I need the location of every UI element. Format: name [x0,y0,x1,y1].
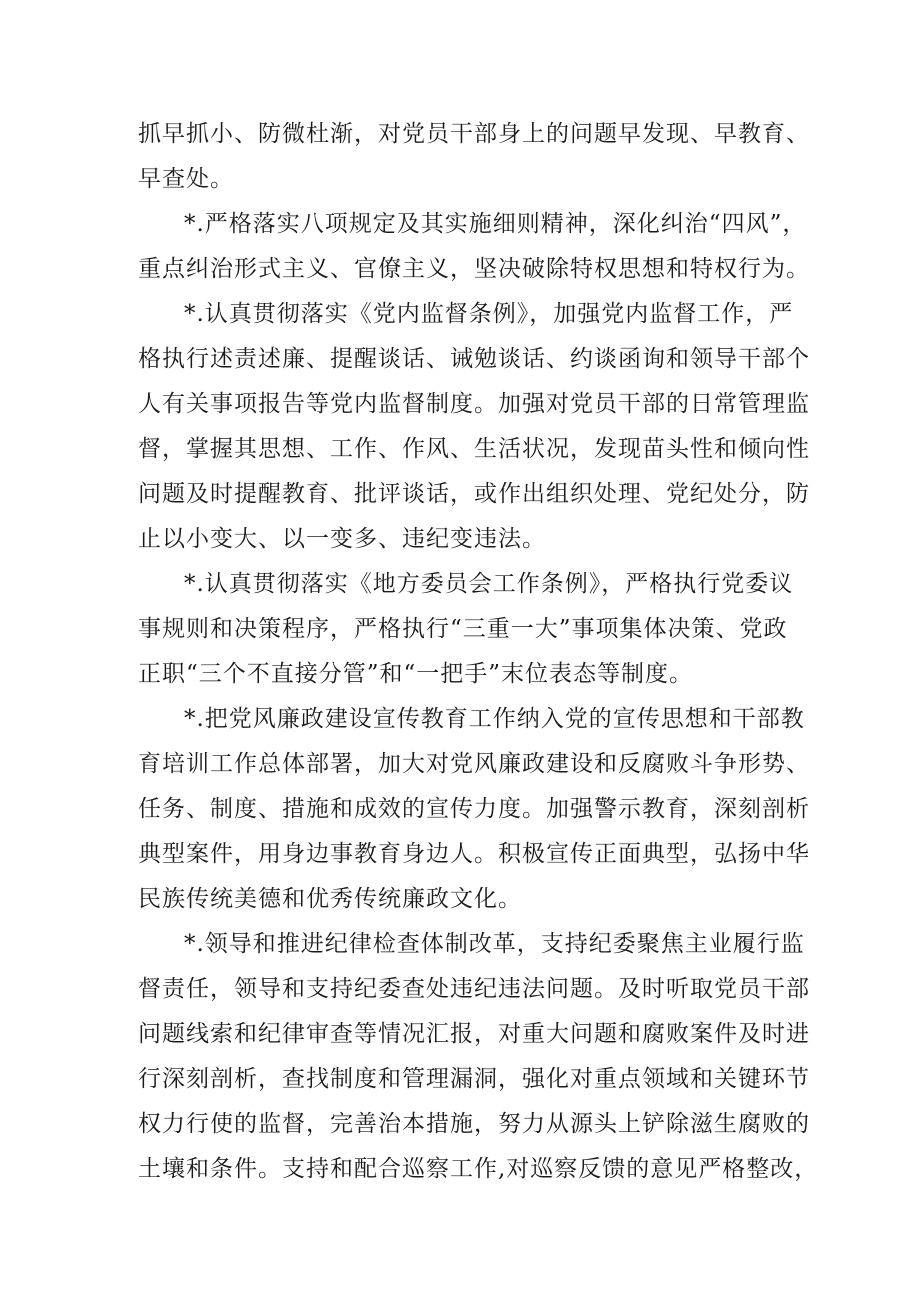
text-line: 土壤和条件。支持和配合巡察工作,对巡察反馈的意见严格整改， [138,1156,819,1182]
text-line: 正职“三个不直接分管”和“一把手”末位表态等制度。 [138,661,694,687]
text-line: *.认真贯彻落实《地方委员会工作条例》，严格执行党委议 [184,571,794,597]
text-line: 重点纠治形式主义、官僚主义，坚决破除特权思想和特权行为。 [138,256,810,282]
text-line: 抓早抓小、防微杜渐，对党员干部身上的问题早发现、早教育、 [138,121,810,147]
text-line: *.认真贯彻落实《党内监督条例》，加强党内监督工作，严 [184,301,794,327]
paragraph-local-committee-regulations [138,562,794,697]
text-line: 问题及时提醒教育、批评谈话，或作出组织处理、党纪处分，防 [138,481,810,507]
paragraph-discipline-reform [138,922,819,1192]
paragraph-integrity-education [138,697,810,922]
text-line: 人有关事项报告等党内监督制度。加强对党员干部的日常管理监 [138,391,810,417]
text-line: 育培训工作总体部署，加大对党风廉政建设和反腐败斗争形势、 [138,751,810,777]
paragraph-continuation [138,112,810,202]
text-line: 典型案件，用身边事教育身边人。积极宣传正面典型，弘扬中华 [138,841,810,867]
text-line: 民族传统美德和优秀传统廉政文化。 [138,886,522,912]
text-line: 任务、制度、措施和成效的宣传力度。加强警示教育，深刻剖析 [138,796,810,822]
text-line: 止以小变大、以一变多、违纪变违法。 [138,526,546,552]
text-line: *.把党风廉政建设宣传教育工作纳入党的宣传思想和干部教 [184,706,805,732]
text-line: 事规则和决策程序，严格执行“三重一大”事项集体决策、党政 [138,616,788,642]
paragraph-inner-party-supervision [138,292,810,562]
text-line: 格执行述责述廉、提醒谈话、诫勉谈话、约谈函询和领导干部个 [138,346,810,372]
text-line: *.领导和推进纪律检查体制改革，支持纪委聚焦主业履行监 [184,931,805,957]
text-line: 行深刻剖析，查找制度和管理漏洞，强化对重点领域和关键环节 [138,1066,810,1092]
text-line: 权力行使的监督，完善治本措施，努力从源头上铲除滋生腐败的 [138,1111,810,1137]
text-line: 督，掌握其思想、工作、作风、生活状况，发现苗头性和倾向性 [138,436,810,462]
text-line: 早查处。 [138,166,234,192]
text-line: *.严格落实八项规定及其实施细则精神，深化纠治“四风”， [184,211,807,237]
text-line: 督责任，领导和支持纪委查处违纪违法问题。及时听取党员干部 [138,976,810,1002]
document-body [138,112,819,1192]
text-line: 问题线索和纪律审查等情况汇报，对重大问题和腐败案件及时进 [138,1021,810,1047]
paragraph-eight-regulations [138,202,810,292]
